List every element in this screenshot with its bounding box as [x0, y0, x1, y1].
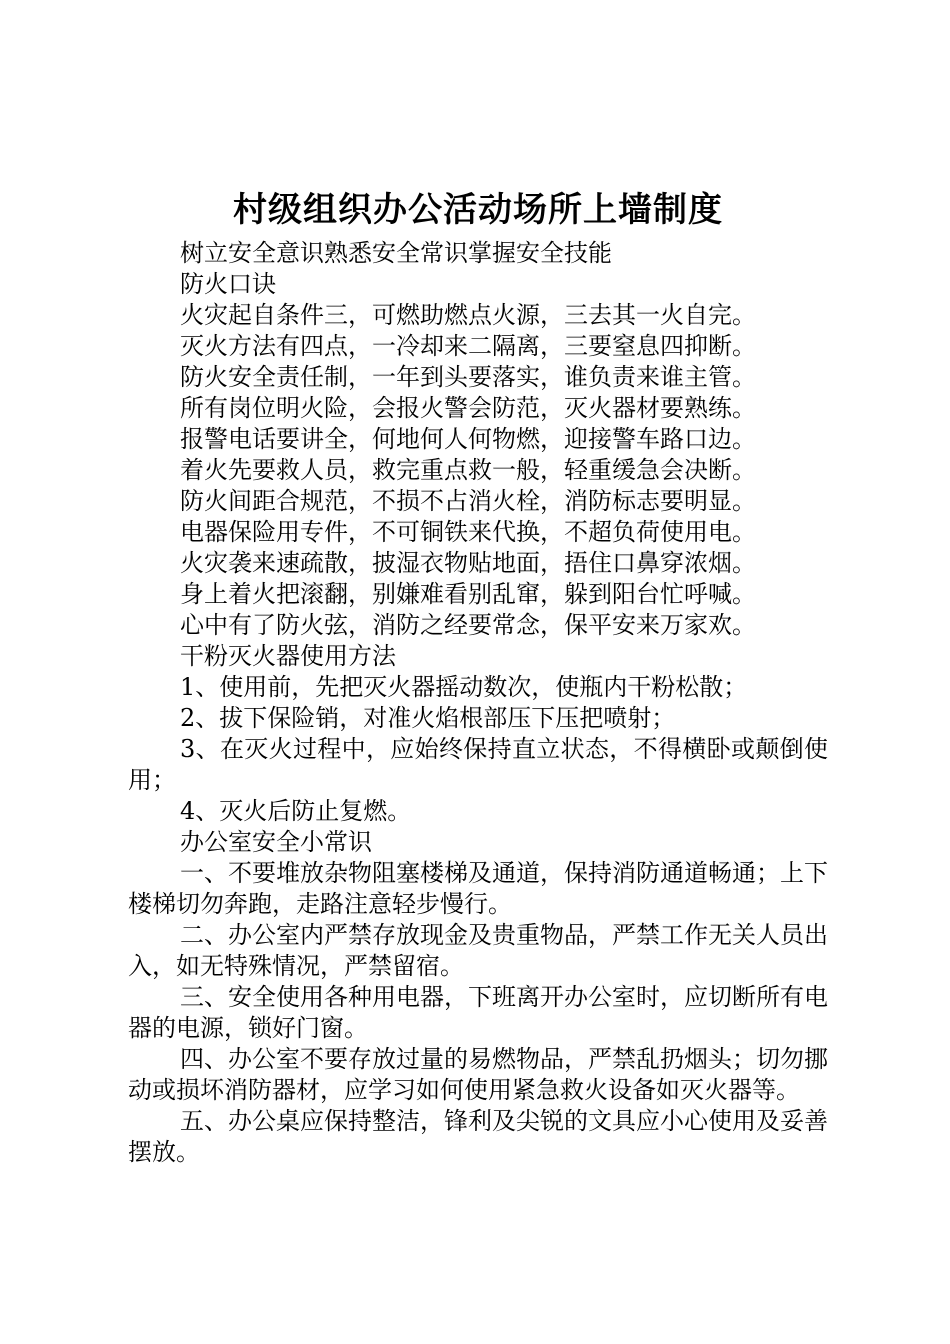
- rhyme-line: 着火先要救人员，救完重点救一般，轻重缓急会决断。: [180, 456, 756, 484]
- extinguisher-step: 4、灭火后防止复燃。: [180, 797, 412, 825]
- heading-office-safety-tips: 办公室安全小常识: [180, 828, 372, 856]
- office-safety-tip: 五、办公桌应保持整洁，锋利及尖锐的文具应小心使用及妥善摆放。: [128, 1107, 828, 1166]
- document-page: [128, 186, 828, 1168]
- paragraph-safety-slogan: 树立安全意识熟悉安全常识掌握安全技能: [180, 239, 612, 267]
- rhyme-line: 火灾袭来速疏散，披湿衣物贴地面，捂住口鼻穿浓烟。: [180, 549, 756, 577]
- rhyme-line: 报警电话要讲全，何地何人何物燃，迎接警车路口边。: [180, 425, 756, 453]
- rhyme-line: 电器保险用专件，不可铜铁来代换，不超负荷使用电。: [180, 518, 756, 546]
- rhyme-line: 火灾起自条件三，可燃助燃点火源，三去其一火自完。: [180, 301, 756, 329]
- heading-extinguisher-usage: 干粉灭火器使用方法: [180, 642, 396, 670]
- rhyme-line: 防火间距合规范，不损不占消火栓，消防标志要明显。: [180, 487, 756, 515]
- extinguisher-step: 1、使用前，先把灭火器摇动数次，使瓶内干粉松散；: [180, 673, 748, 701]
- office-safety-tip: 一、不要堆放杂物阻塞楼梯及通道，保持消防通道畅通；上下楼梯切勿奔跑，走路注意轻步慢行。: [128, 859, 828, 918]
- office-safety-tip: 四、办公室不要存放过量的易燃物品，严禁乱扔烟头；切勿挪动或损坏消防器材，应学习如何使用紧急救火设备如灭火器等。: [128, 1045, 828, 1104]
- rhyme-line: 心中有了防火弦，消防之经要常念，保平安来万家欢。: [180, 611, 756, 639]
- office-safety-tip: 三、安全使用各种用电器，下班离开办公室时，应切断所有电器的电源，锁好门窗。: [128, 983, 828, 1042]
- extinguisher-step: 3、在灭火过程中，应始终保持直立状态，不得横卧或颠倒使用；: [128, 735, 828, 794]
- rhyme-line: 灭火方法有四点，一冷却来二隔离，三要窒息四抑断。: [180, 332, 756, 360]
- document-title: 村级组织办公活动场所上墙制度: [233, 190, 723, 230]
- rhyme-line: 身上着火把滚翻，别嫌难看别乱窜，躲到阳台忙呼喊。: [180, 580, 756, 608]
- heading-fire-prevention-rhyme: 防火口诀: [180, 270, 276, 298]
- extinguisher-step: 2、拔下保险销，对准火焰根部压下压把喷射；: [180, 704, 676, 732]
- office-safety-tip: 二、办公室内严禁存放现金及贵重物品，严禁工作无关人员出入，如无特殊情况，严禁留宿。: [128, 921, 828, 980]
- rhyme-line: 防火安全责任制，一年到头要落实，谁负责来谁主管。: [180, 363, 756, 391]
- rhyme-line: 所有岗位明火险，会报火警会防范，灭火器材要熟练。: [180, 394, 756, 422]
